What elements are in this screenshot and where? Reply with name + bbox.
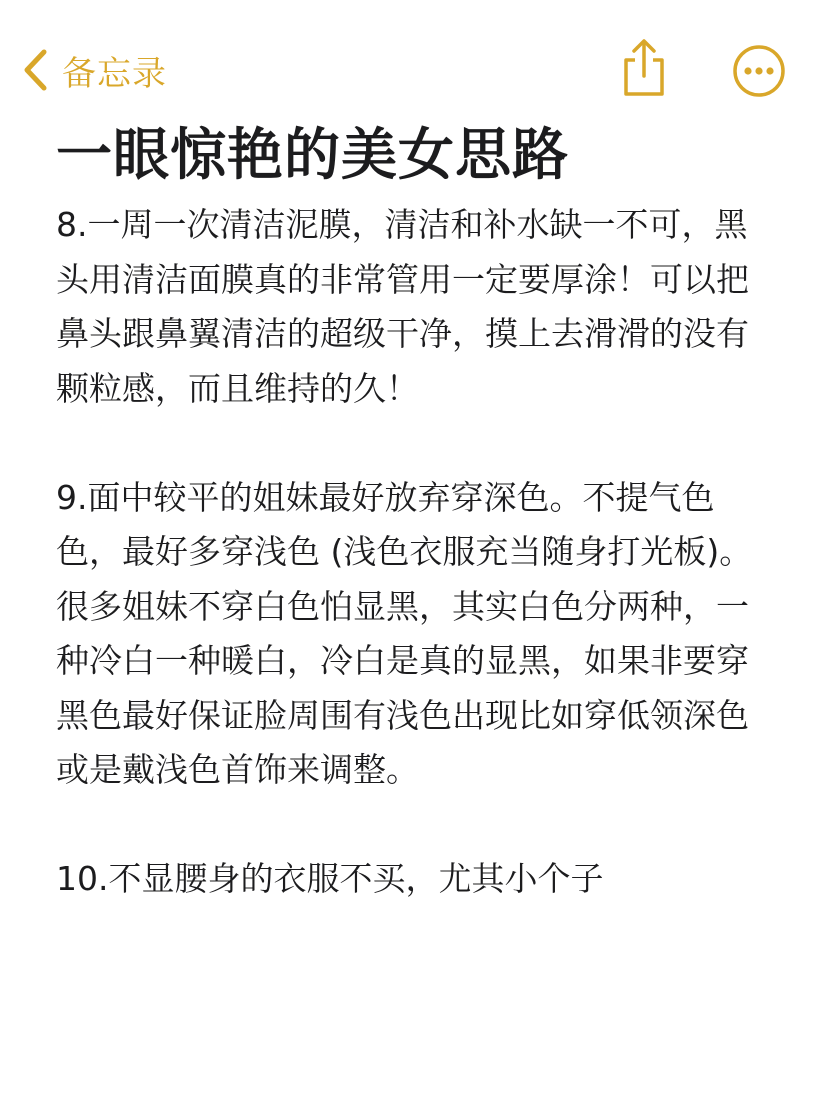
note-paragraph-9: 9.面中较平的姐妹最好放弃穿深色。不提气色色，最好多穿浅色 (浅色衣服充当随身打光板)。很多姐妹不穿白色怕显黑，其实白色分两种，一种冷白一种暖白，冷白是真的显黑，如果非要穿黑色最好保证脸周围有浅色出现比如穿低领深色或是戴浅色首饰来调整。 — [56, 477, 753, 789]
share-icon — [618, 38, 670, 98]
paragraph-spacer — [56, 798, 772, 853]
share-button[interactable] — [618, 38, 670, 98]
chevron-left-icon — [22, 48, 48, 92]
note-paragraph-8: 8.一周一次清洁泥膜，清洁和补水缺一不可，黑头用清洁面膜真的非常管用一定要厚涂！可以把鼻头跟鼻翼清洁的超级干净，摸上去滑滑的没有颗粒感，而且维持的久！ — [56, 205, 749, 408]
note-title[interactable]: 一眼惊艳的美女思路 — [56, 123, 569, 188]
back-button-label: 备忘录 — [62, 53, 167, 94]
more-icon — [732, 44, 786, 98]
back-button[interactable] — [22, 44, 167, 96]
more-button[interactable] — [732, 44, 786, 98]
note-body[interactable] — [56, 198, 772, 907]
note-paragraph-10: 10.不显腰身的衣服不买，尤其小个子 — [56, 859, 604, 898]
navigation-bar — [0, 0, 828, 120]
paragraph-spacer — [56, 416, 772, 471]
